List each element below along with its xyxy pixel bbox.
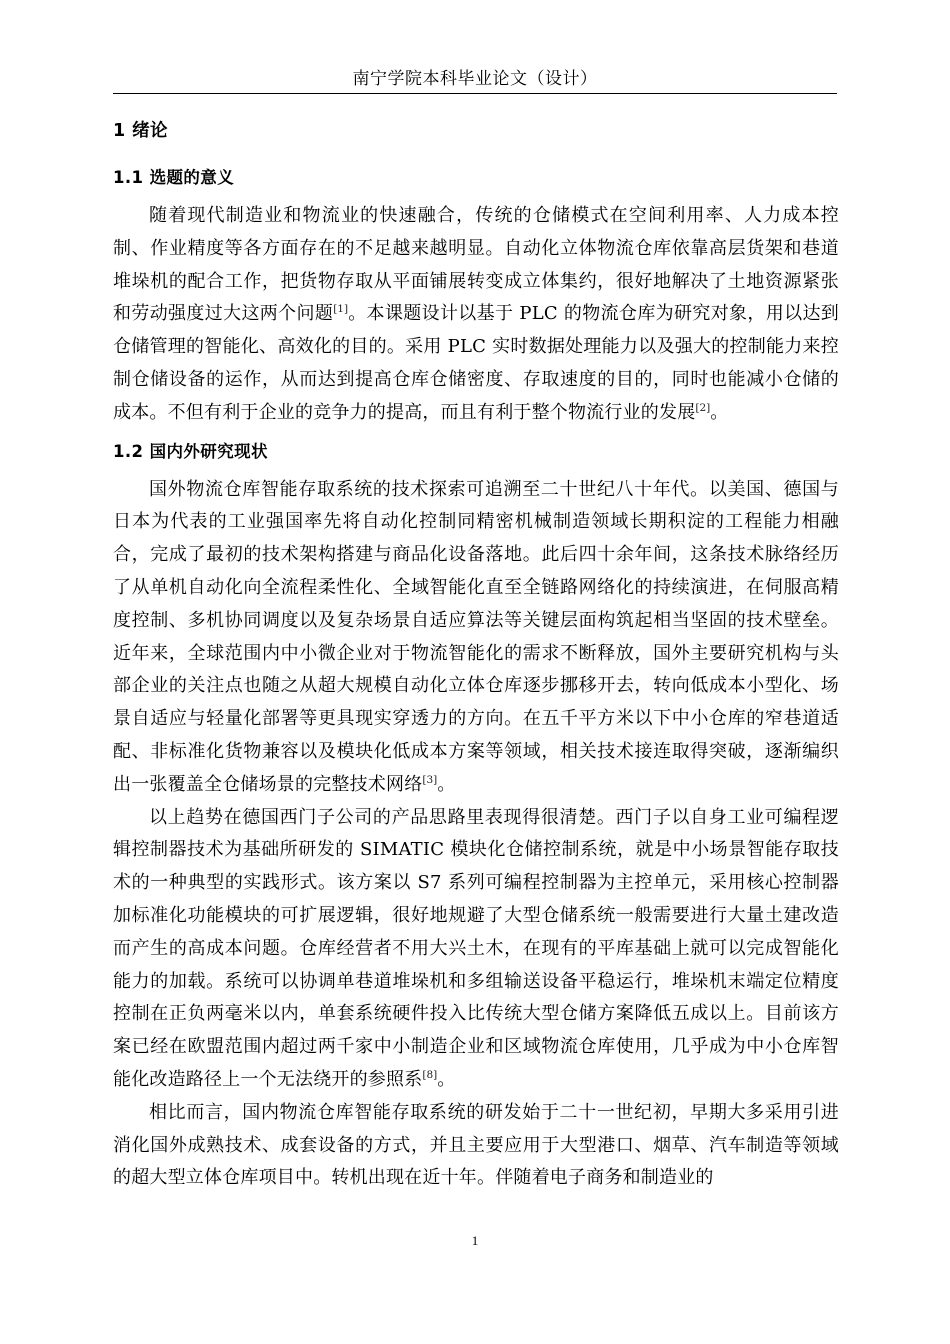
paragraph-text: 。 xyxy=(710,401,729,423)
chapter-number: 1 xyxy=(113,121,126,141)
section-title: 选题的意义 xyxy=(149,168,235,187)
paragraph-text: 国外物流仓库智能存取系统的技术探索可追溯至二十世纪八十年代。以美国、德国与日本为代表的工业强国率先将自动化控制同精密机械制造领域长期积淀的工程能力相融合，完成了最初的技术架构搭建与商品化设备落地。此后四十余年间，这条技术脉络经历了从单机自动化向全流程柔性化、全域智能化直至全链路网络化的持续演进，在伺服高精度控制、多机协同调度以及复杂场景自适应算法等关键层面构筑起相当坚固的技术壁垒。近年来，全球范围内中小微企业对于物流智能化的需求不断释放，国外主要研究机构与头部企业的关注点也随之从超大规模自动化立体仓库逐步挪移开去，转向低成本小型化、场景自适应与轻量化部署等更具现实穿透力的方向。在五千平方米以下中小仓库的窄巷道适配、非标准化货物兼容以及模块化低成本方案等领域，相关技术接连取得突破，逐渐编织出一张覆盖全仓储场景的完整技术网络 xyxy=(113,478,839,795)
section-heading-1-1 xyxy=(113,160,839,196)
page-number: 1 xyxy=(471,1233,479,1248)
citation-marker: [1] xyxy=(333,303,349,316)
running-header: 南宁学院本科毕业论文（设计） xyxy=(352,69,598,89)
section-number: 1.2 xyxy=(113,441,144,461)
page-body xyxy=(113,113,839,1195)
chapter-title: 绪论 xyxy=(132,121,168,141)
section-title: 国内外研究现状 xyxy=(149,441,268,461)
citation-marker: [3] xyxy=(422,773,438,786)
paragraph-siemens-example xyxy=(113,802,839,1097)
citation-marker: [8] xyxy=(422,1068,438,1081)
section-number: 1.1 xyxy=(113,168,144,187)
paragraph-text: 以上趋势在德国西门子公司的产品思路里表现得很清楚。西门子以自身工业可编程逻辑控制器技术为基础所研发的 SIMATIC 模块化仓储控制系统，就是中小场景智能存取技术的一种典型的实践形式。该方案以 S7 系列可编程控制器为主控单元，采用核心控制器加标准化功能模块的可扩展逻辑，很好地规避了大型仓储系统一般需要进行大量土建改造而产生的高成本问题。仓库经营者不用大兴土木，在现有的平库基础上就可以完成智能化能力的加载。系统可以协调单巷道堆垛机和多组输送设备平稳运行，堆垛机末端定位精度控制在正负两毫米以内，单套系统硬件投入比传统大型仓储方案降低五成以上。目前该方案已经在欧盟范围内超过两千家中小制造企业和区域物流仓库使用，几乎成为中小仓库智能化改造路径上一个无法绕开的参照系 xyxy=(113,806,839,1090)
citation-marker: [2] xyxy=(695,401,711,414)
section-heading-1-2 xyxy=(113,434,839,470)
paragraph-text: 。本课题设计以基于 PLC 的物流仓库为研究对象，用以达到仓储管理的智能化、高效化的目的。采用 PLC 实时数据处理能力以及强大的控制能力来控制仓储设备的运作，从而达到提高仓库仓储密度、存取速度的目的，同时也能减小仓储的成本。不但有利于企业的竞争力的提高，而且有利于整个物流行业的发展 xyxy=(113,303,839,423)
paragraph-text: 相比而言，国内物流仓库智能存取系统的研发始于二十一世纪初，早期大多采用引进消化国外成熟技术、成套设备的方式，并且主要应用于大型港口、烟草、汽车制造等领域的超大型立体仓库项目中。转机出现在近十年。伴随着电子商务和制造业的 xyxy=(113,1101,839,1189)
header-rule xyxy=(113,93,837,94)
paragraph-text: 随着现代制造业和物流业的快速融合，传统的仓储模式在空间利用率、人力成本控制、作业精度等各方面存在的不足越来越明显。自动化立体物流仓库依靠高层货架和巷道堆垛机的配合工作，把货物存取从平面铺展转变成立体集约，很好地解决了土地资源紧张和劳动强度过大这两个问题 xyxy=(113,205,839,325)
paragraph-significance xyxy=(113,200,839,430)
paragraph-foreign-research xyxy=(113,474,839,802)
paragraph-text: 。 xyxy=(437,773,456,795)
paragraph-domestic-research xyxy=(113,1097,839,1195)
paragraph-text: 。 xyxy=(437,1068,456,1090)
chapter-heading xyxy=(113,113,839,149)
